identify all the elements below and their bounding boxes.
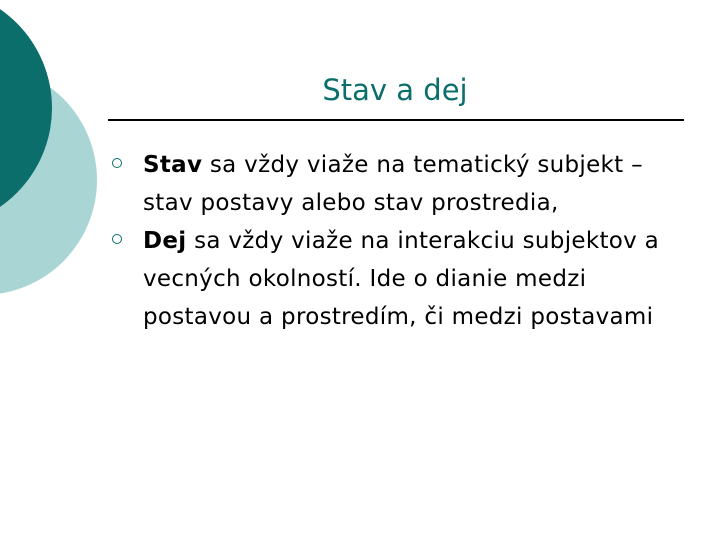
bullet-term: Stav xyxy=(143,152,203,178)
bullet-list xyxy=(112,146,672,336)
bullet-text: sa vždy viaže na tematický subjekt – stav postavy alebo stav prostredia, xyxy=(143,152,643,216)
title-divider xyxy=(108,119,684,121)
bullet-item-stav xyxy=(112,146,672,222)
hollow-circle-icon xyxy=(112,234,122,244)
slide-title: Stav a dej xyxy=(322,73,468,107)
bullet-term: Dej xyxy=(143,228,187,254)
hollow-circle-icon xyxy=(112,158,122,168)
bullet-text: sa vždy viaže na interakciu subjektov a vecných okolností. Ide o dianie medzi postavou a prostredím, či medzi postavami xyxy=(143,228,660,330)
bullet-item-dej xyxy=(112,222,672,336)
decorative-circles xyxy=(0,0,120,300)
